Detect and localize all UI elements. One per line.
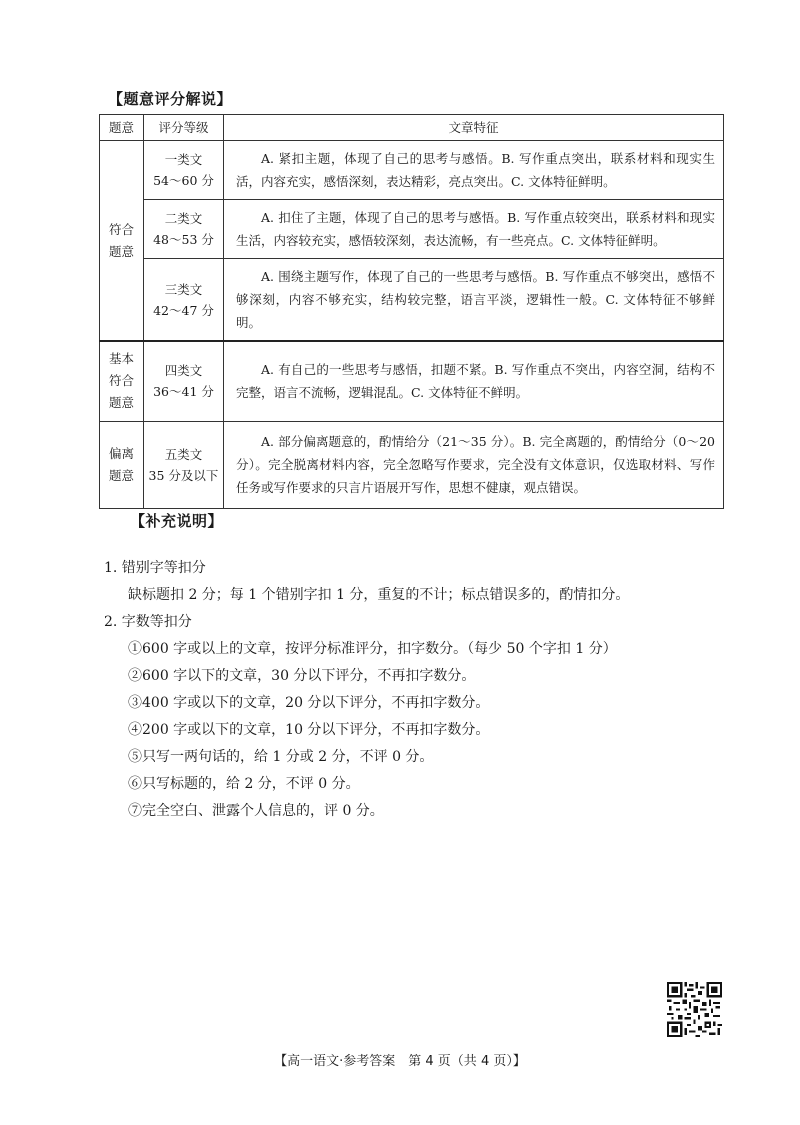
note-point: ⑤只写一两句话的，给 1 分或 2 分，不评 0 分。 — [128, 749, 434, 765]
table-row — [100, 200, 724, 259]
score-section-title: 【题意评分解说】 — [108, 90, 233, 108]
header-grade: 评分等级 — [144, 115, 224, 141]
header-features: 文章特征 — [224, 115, 724, 141]
note-point: ①600 字或以上的文章，按评分标准评分，扣字数分。（每少 50 个字扣 1 分） — [128, 641, 617, 657]
supplement-notes — [104, 555, 629, 825]
note-point: ③400 字或以下的文章，20 分以下评分，不再扣字数分。 — [128, 695, 490, 711]
note-item-2-title: 2. 字数等扣分 — [104, 614, 192, 630]
features-cell: A. 有自己的一些思考与感悟，扣题不紧。B. 写作重点不突出，内容空洞，结构不完整，语言不流畅，逻辑混乱。C. 文体特征不鲜明。 — [224, 341, 724, 421]
features-cell: A. 紧扣主题，体现了自己的思考与感悟。B. 写作重点突出，联系材料和现实生活，内容充实，感悟深刻，表达精彩，亮点突出。C. 文体特征鲜明。 — [224, 141, 724, 200]
grade-cell: 一类文 54～60 分 — [144, 141, 224, 200]
note-point: ⑦完全空白、泄露个人信息的，评 0 分。 — [128, 803, 384, 819]
category-cell: 符合题意 — [100, 141, 144, 342]
header-category: 题意 — [100, 115, 144, 141]
table-row — [100, 341, 724, 421]
features-cell: A. 扣住了主题，体现了自己的思考与感悟。B. 写作重点较突出，联系材料和现实生活，内容较充实，感悟较深刻，表达流畅，有一些亮点。C. 文体特征鲜明。 — [224, 200, 724, 259]
features-cell: A. 围绕主题写作，体现了自己的一些思考与感悟。B. 写作重点不够突出，感悟不够深刻，内容不够充实，结构较完整，语言平淡，逻辑性一般。C. 文体特征不够鲜明。 — [224, 259, 724, 342]
table-row — [100, 421, 724, 508]
note-point: ⑥只写标题的，给 2 分，不评 0 分。 — [128, 776, 360, 792]
category-cell: 基本符合题意 — [100, 341, 144, 421]
page-footer: 【高一语文·参考答案 第 4 页（共 4 页）】 — [274, 1054, 526, 1069]
note-item-1-title: 1. 错别字等扣分 — [104, 560, 206, 576]
supplement-title: 【补充说明】 — [130, 512, 224, 530]
grade-cell: 四类文 36～41 分 — [144, 341, 224, 421]
note-point: ④200 字或以下的文章，10 分以下评分，不再扣字数分。 — [128, 722, 490, 738]
grade-cell: 二类文 48～53 分 — [144, 200, 224, 259]
category-cell: 偏离题意 — [100, 421, 144, 508]
table-header-row — [100, 115, 724, 141]
table-row — [100, 259, 724, 342]
note-point: ②600 字以下的文章，30 分以下评分，不再扣字数分。 — [128, 668, 476, 684]
qr-code-icon — [667, 982, 722, 1037]
table-row — [100, 141, 724, 200]
grade-cell: 五类文 35 分及以下 — [144, 421, 224, 508]
grade-cell: 三类文 42～47 分 — [144, 259, 224, 342]
note-item-1-text: 缺标题扣 2 分；每 1 个错别字扣 1 分，重复的不计；标点错误多的，酌情扣分。 — [128, 587, 630, 603]
scoring-table — [99, 114, 724, 509]
features-cell: A. 部分偏离题意的，酌情给分（21～35 分）。B. 完全离题的，酌情给分（0～20 分）。完全脱离材料内容，完全忽略写作要求，完全没有文体意识，仅选取材料、写作任务或写作要求的只言片语展开写作，思想不健康，观点错误。 — [224, 421, 724, 508]
